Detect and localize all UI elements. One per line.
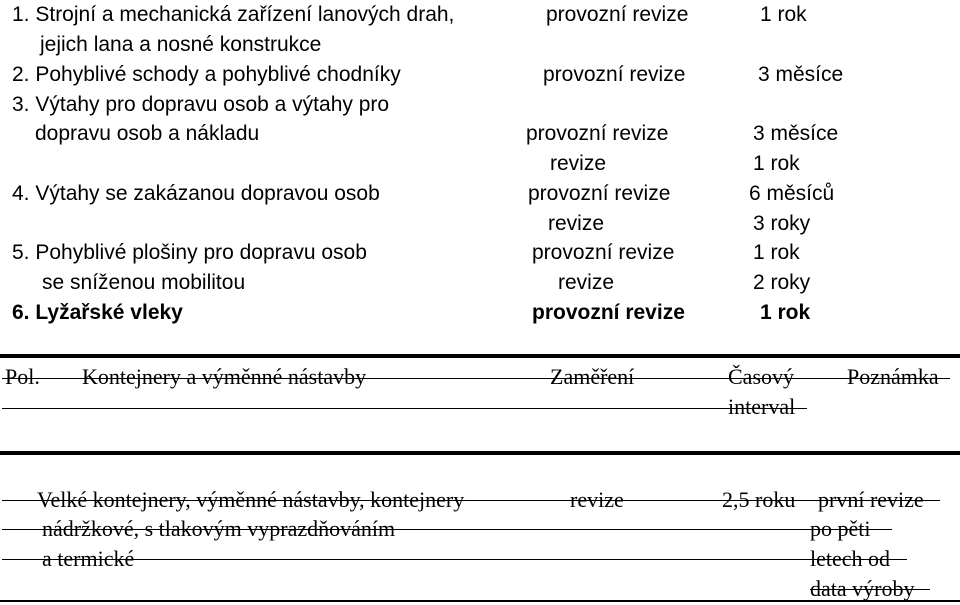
row-strike-line3 <box>2 559 907 560</box>
table-header-bottom-rule <box>0 451 960 455</box>
list-item-6-text: 6. Lyžařské vleky <box>12 301 183 324</box>
row-name-line3: a termické <box>42 546 135 571</box>
list-item-3-interval: 3 měsíce <box>753 122 839 145</box>
list-item-2-interval: 3 měsíce <box>758 63 844 86</box>
row-strike-line2 <box>2 529 892 530</box>
col-header-focus: Zaměření <box>550 364 635 389</box>
row-note-line2: po pěti <box>810 516 871 541</box>
list-item-1-interval: 1 rok <box>760 3 807 26</box>
row-strike-line4 <box>810 589 930 590</box>
list-item-5-interval: 1 rok <box>753 241 800 264</box>
list-item-5-extra-interval: 2 roky <box>753 271 811 294</box>
list-item-3-extra-revision: revize <box>550 152 607 175</box>
list-item-5-extra-revision: revize <box>558 271 615 294</box>
row-focus: revize <box>570 487 624 512</box>
col-header-interval-line1: Časový <box>728 364 794 389</box>
row-note-line1: první revize <box>818 487 924 512</box>
list-item-6-interval: 1 rok <box>760 301 811 324</box>
list-item-3-extra-interval: 1 rok <box>753 152 800 175</box>
row-name-line1: Velké kontejnery, výměnné nástavby, kontejnery <box>37 487 465 512</box>
list-item-1-continuation: jejich lana a nosné konstrukce <box>40 33 322 56</box>
list-item-4-interval: 6 měsíců <box>749 182 835 205</box>
list-item-6-revision: provozní revize <box>532 301 685 324</box>
list-item-3-revision: provozní revize <box>526 122 669 145</box>
table-bottom-rule <box>0 600 960 602</box>
row-interval: 2,5 roku <box>722 487 796 512</box>
header-strike-line1 <box>2 378 950 379</box>
list-item-5-revision: provozní revize <box>532 241 675 264</box>
row-note-line4: data výroby <box>810 576 915 601</box>
list-item-1-text: 1. Strojní a mechanická zařízení lanových drah, <box>12 3 455 26</box>
list-item-4-extra-revision: revize <box>548 212 605 235</box>
list-item-3-continuation: dopravu osob a nákladu <box>35 122 260 145</box>
list-item-5-continuation: se sníženou mobilitou <box>42 271 246 294</box>
list-item-2-text: 2. Pohyblivé schody a pohyblivé chodníky <box>12 63 401 86</box>
list-item-3-text: 3. Výtahy pro dopravu osob a výtahy pro <box>12 93 390 116</box>
header-strike-line2 <box>2 408 807 409</box>
list-item-5-text: 5. Pohyblivé plošiny pro dopravu osob <box>12 241 367 264</box>
list-item-2-revision: provozní revize <box>543 63 686 86</box>
col-header-name: Kontejnery a výměnné nástavby <box>82 364 367 389</box>
list-item-1-revision: provozní revize <box>546 3 689 26</box>
list-item-4-revision: provozní revize <box>528 182 671 205</box>
col-header-pol: Pol. <box>5 364 40 389</box>
col-header-note: Poznámka <box>847 364 939 389</box>
table-top-rule <box>0 354 960 358</box>
row-strike-line1 <box>2 500 940 501</box>
row-name-line2: nádržkové, s tlakovým vyprazdňováním <box>42 516 396 541</box>
col-header-interval-line2: interval <box>728 394 796 419</box>
list-item-4-extra-interval: 3 roky <box>753 212 811 235</box>
row-note-line3: letech od <box>810 546 891 571</box>
list-item-4-text: 4. Výtahy se zakázanou dopravou osob <box>12 182 380 205</box>
